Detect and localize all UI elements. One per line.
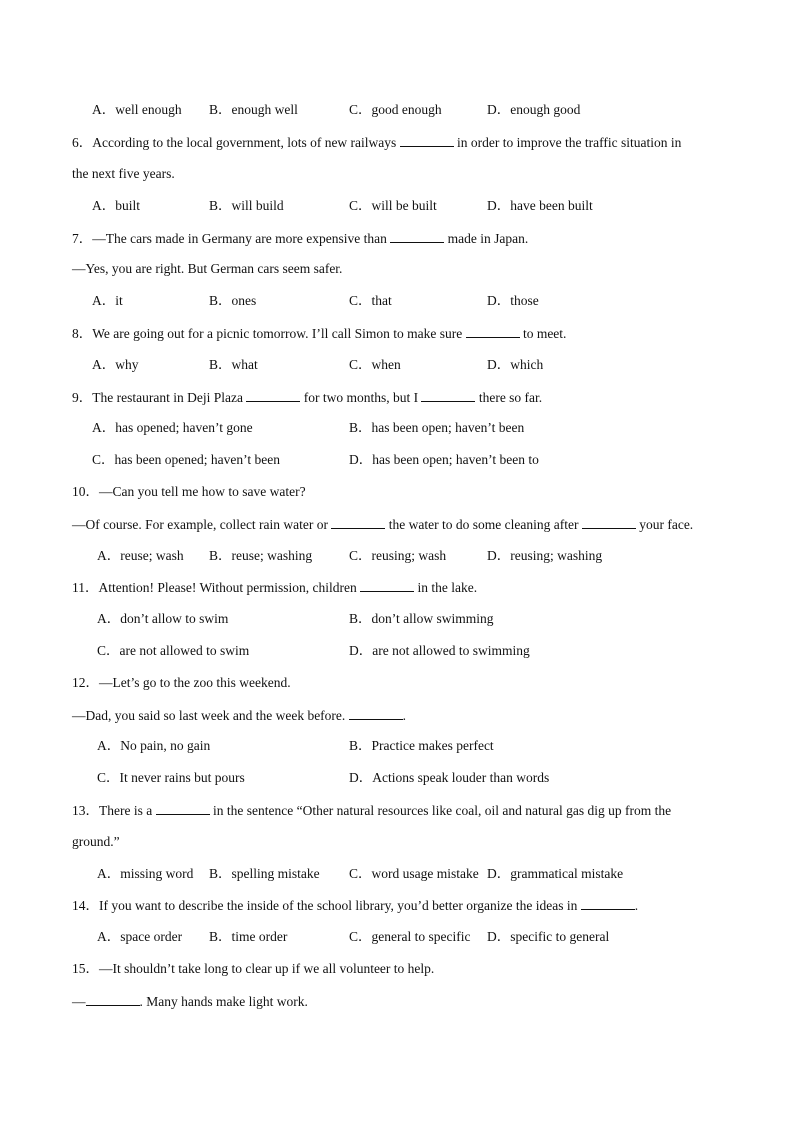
q14-stem — [72, 895, 734, 915]
q7-stem-pre: 7．—The cars made in Germany are more expensive than — [72, 231, 387, 246]
q5-option-c: C．good enough — [349, 102, 442, 117]
q13-stem-post: in the sentence “Other natural resources like coal, oil and natural gas dig up from the — [212, 803, 672, 818]
q8-option-b: B．what — [209, 357, 258, 372]
q9-option-c: C．has been opened; haven’t been — [92, 452, 280, 467]
q7-stem-post: made in Japan. — [447, 231, 529, 246]
q10-option-a: A．reuse; wash — [97, 548, 184, 563]
q6-option-c: C．will be built — [349, 198, 437, 213]
q11-option-a: A．don’t allow to swim — [97, 611, 229, 626]
q12-response-post: . — [402, 708, 407, 723]
q14-stem-pre: 14．If you want to describe the inside of the school library, you’d better organize the ideas in — [72, 898, 578, 913]
q8-option-a: A．why — [92, 357, 139, 372]
q12-option-c: C．It never rains but pours — [97, 770, 245, 785]
q12-blank — [349, 705, 403, 720]
q8-blank — [466, 323, 520, 338]
q7-option-a: A．it — [92, 293, 123, 308]
q11-option-c: C．are not allowed to swim — [97, 643, 250, 658]
q9-option-d: D．has been open; haven’t been to — [349, 452, 539, 467]
q6-stem-line2: the next five years. — [72, 166, 175, 181]
q6-stem-pre: 6．According to the local government, lots of new railways — [72, 135, 397, 150]
q13-option-d: D．grammatical mistake — [487, 866, 624, 881]
q15-response — [72, 991, 734, 1011]
q9-stem-pre: 9．The restaurant in Deji Plaza — [72, 390, 243, 405]
q10-response-mid: the water to do some cleaning after — [388, 517, 579, 532]
q10-option-d: D．reusing; washing — [487, 548, 603, 563]
q8-stem-post: to meet. — [522, 326, 567, 341]
q6-option-a: A．built — [92, 198, 141, 213]
q12-option-d: D．Actions speak louder than words — [349, 770, 550, 785]
q7-option-d: D．those — [487, 293, 539, 308]
q12-option-a: A．No pain, no gain — [97, 738, 211, 753]
q13-option-b: B．spelling mistake — [209, 866, 320, 881]
q11-option-d: D．are not allowed to swimming — [349, 643, 530, 658]
q13-option-c: C．word usage mistake — [349, 866, 479, 881]
q11-stem-pre: 11．Attention! Please! Without permission, children — [72, 580, 357, 595]
q8-stem — [72, 323, 734, 343]
q5-option-d: D．enough good — [487, 102, 581, 117]
q11-stem — [72, 577, 734, 597]
q7-response: —Yes, you are right. But German cars seem safer. — [72, 261, 343, 276]
q11-blank — [360, 577, 414, 592]
q11-option-b: B．don’t allow swimming — [349, 611, 494, 626]
q7-stem — [72, 228, 734, 248]
q9-option-b: B．has been open; haven’t been — [349, 420, 525, 435]
q6-stem — [72, 132, 734, 152]
q8-option-c: C．when — [349, 357, 401, 372]
q10-response-post: your face. — [639, 517, 694, 532]
q7-option-c: C．that — [349, 293, 392, 308]
q8-stem-pre: 8．We are going out for a picnic tomorrow. I’ll call Simon to make sure — [72, 326, 463, 341]
q15-stem: 15．—It shouldn’t take long to clear up if we all volunteer to help. — [72, 961, 435, 976]
q7-option-b: B．ones — [209, 293, 257, 308]
q9-stem-post: there so far. — [478, 390, 543, 405]
q8-option-d: D．which — [487, 357, 544, 372]
q10-blank-1 — [331, 514, 385, 529]
q10-option-c: C．reusing; wash — [349, 548, 447, 563]
q10-response-pre: —Of course. For example, collect rain water or — [72, 517, 329, 532]
q12-response — [72, 705, 734, 725]
q9-stem — [72, 387, 734, 407]
q7-blank — [390, 228, 444, 243]
q10-blank-2 — [582, 514, 636, 529]
q14-option-b: B．time order — [209, 929, 288, 944]
q13-stem-pre: 13．There is a — [72, 803, 153, 818]
q14-stem-post: . — [634, 898, 639, 913]
q9-blank-1 — [246, 387, 300, 402]
q11-stem-post: in the lake. — [417, 580, 478, 595]
q14-option-d: D．specific to general — [487, 929, 610, 944]
q9-blank-2 — [421, 387, 475, 402]
q13-stem-line2: ground.” — [72, 834, 120, 849]
q13-option-a: A．missing word — [97, 866, 194, 881]
q15-response-pre: — — [72, 994, 86, 1009]
q15-response-post: . Many hands make light work. — [139, 994, 308, 1009]
q14-option-a: A．space order — [97, 929, 183, 944]
q9-option-a: A．has opened; haven’t gone — [92, 420, 253, 435]
q6-stem-post: in order to improve the traffic situation in — [457, 135, 682, 150]
q13-stem — [72, 800, 734, 820]
q9-stem-mid: for two months, but I — [303, 390, 419, 405]
q14-blank — [581, 895, 635, 910]
q5-option-a: A．well enough — [92, 102, 182, 117]
q10-stem: 10．—Can you tell me how to save water? — [72, 484, 306, 499]
q6-option-b: B．will build — [209, 198, 284, 213]
q10-response — [72, 514, 734, 534]
q5-option-b: B．enough well — [209, 102, 298, 117]
q6-blank — [400, 132, 454, 147]
q12-option-b: B．Practice makes perfect — [349, 738, 494, 753]
q12-stem: 12．—Let’s go to the zoo this weekend. — [72, 675, 291, 690]
q15-blank — [86, 991, 140, 1006]
q12-response-pre: —Dad, you said so last week and the week before. — [72, 708, 346, 723]
q6-option-d: D．have been built — [487, 198, 593, 213]
q10-option-b: B．reuse; washing — [209, 548, 313, 563]
q13-blank — [156, 800, 210, 815]
q14-option-c: C．general to specific — [349, 929, 471, 944]
